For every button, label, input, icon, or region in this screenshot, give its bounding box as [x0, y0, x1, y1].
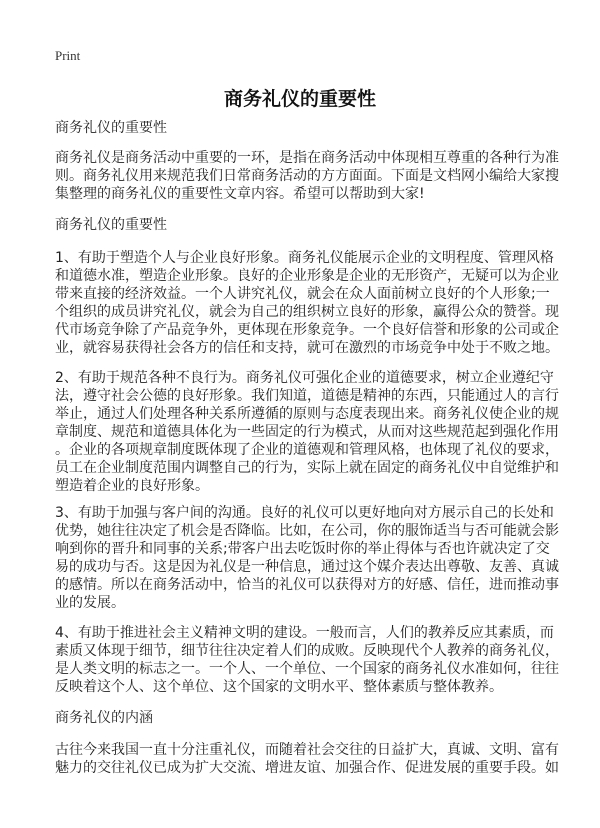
text-line: 优势，她往往决定了机会是否降临。比如，在公司，你的服饰适当与否可能就会影 — [55, 523, 559, 539]
text-line: 章制度、规范和道德具体化为一些固定的行为模式，从而对这些规范起到强化作用 — [55, 424, 559, 440]
text-line: 素质又体现于细节，细节往往决定着人们的成败。反映现代个人教养的商务礼仪， — [55, 643, 559, 659]
text-line: 商务礼仪的重要性 — [55, 120, 167, 136]
paragraph — [55, 504, 559, 612]
text-line: 业的发展。 — [55, 595, 125, 611]
text-line: 响到你的晋升和同事的关系;带客户出去吃饭时你的举止得体与否也许就决定了交 — [55, 541, 550, 557]
text-line: 员工在企业制度范围内调整自己的行为，实际上就在固定的商务礼仪中自觉维护和 — [55, 460, 559, 476]
text-line: 3、有助于加强与客户间的沟通。良好的礼仪可以更好地向对方展示自己的长处和 — [55, 505, 554, 521]
section-heading — [55, 709, 545, 727]
text-line: 商务礼仪的内涵 — [55, 710, 153, 726]
paragraph — [55, 149, 559, 203]
text-line: 1、有助于塑造个人与企业良好形象。商务礼仪能展示企业的文明程度、管理风格 — [55, 250, 554, 266]
text-line: 反映着这个人、这个单位、这个国家的文明水平、整体素质与整体教养。 — [55, 679, 503, 695]
section-heading — [55, 119, 545, 137]
text-line: 个组织的成员讲究礼仪，就会为自己的组织树立良好的形象，赢得公众的赞誉。现 — [55, 304, 559, 320]
text-line: 是人类文明的标志之一。一个人、一个单位、一个国家的商务礼仪水准如何，往往 — [55, 661, 559, 677]
text-line: 古往今来我国一直十分注重礼仪，而随着社会交往的日益扩大，真诚、文明、富有 — [55, 742, 559, 758]
paragraph — [55, 624, 559, 696]
paragraph — [55, 369, 559, 495]
text-line: 举止，通过人们处理各种关系所遵循的原则与态度表现出来。商务礼仪使企业的规 — [55, 406, 559, 422]
text-line: 魅力的交往礼仪已成为扩大交流、增进友谊、加强合作、促进发展的重要手段。如 — [55, 760, 559, 776]
text-line: 和道德水准，塑造企业形象。良好的企业形象是企业的无形资产，无疑可以为企业 — [55, 268, 559, 284]
text-line: 商务礼仪是商务活动中重要的一环，是指在商务活动中体现相互尊重的各种行为准 — [55, 150, 559, 166]
text-line: 。企业的各项规章制度既体现了企业的道德观和管理风格，也体现了礼仪的要求， — [55, 442, 559, 458]
text-line: 业，就容易获得社会各方的信任和支持，就可在激烈的市场竞争中处于不败之地。 — [55, 340, 559, 356]
text-line: 带来直接的经济效益。一个人讲究礼仪，就会在众人面前树立良好的个人形象;一 — [55, 286, 550, 302]
text-line: 则。商务礼仪用来规范我们日常商务活动的方方面面。下面是文档网小编给大家搜 — [55, 168, 559, 184]
text-line: 集整理的商务礼仪的重要性文章内容。希望可以帮助到大家! — [55, 186, 425, 202]
text-line: 商务礼仪的重要性 — [55, 217, 167, 233]
document-title: 商务礼仪的重要性 — [223, 88, 376, 110]
paragraph — [55, 249, 559, 357]
text-line: 法，遵守社会公德的良好形象。我们知道，道德是精神的东西，只能通过人的言行 — [55, 388, 559, 404]
text-line: 塑造着企业的良好形象。 — [55, 478, 209, 494]
text-line: 的感情。所以在商务活动中，恰当的礼仪可以获得对方的好感、信任，进而推动事 — [55, 577, 559, 593]
section-heading — [55, 216, 545, 234]
text-line: 2、有助于规范各种不良行为。商务礼仪可强化企业的道德要求，树立企业遵纪守 — [55, 370, 554, 386]
paragraph — [55, 741, 559, 777]
print-link[interactable]: Print — [55, 48, 81, 63]
text-line: 易的成功与否。这是因为礼仪是一种信息，通过这个媒介表达出尊敬、友善、真诚 — [55, 559, 559, 575]
text-line: 4、有助于推进社会主义精神文明的建设。一般而言，人们的教养反应其素质，而 — [55, 625, 554, 641]
text-line: 代市场竞争除了产品竞争外，更体现在形象竞争。一个良好信誉和形象的公司或企 — [55, 322, 559, 338]
